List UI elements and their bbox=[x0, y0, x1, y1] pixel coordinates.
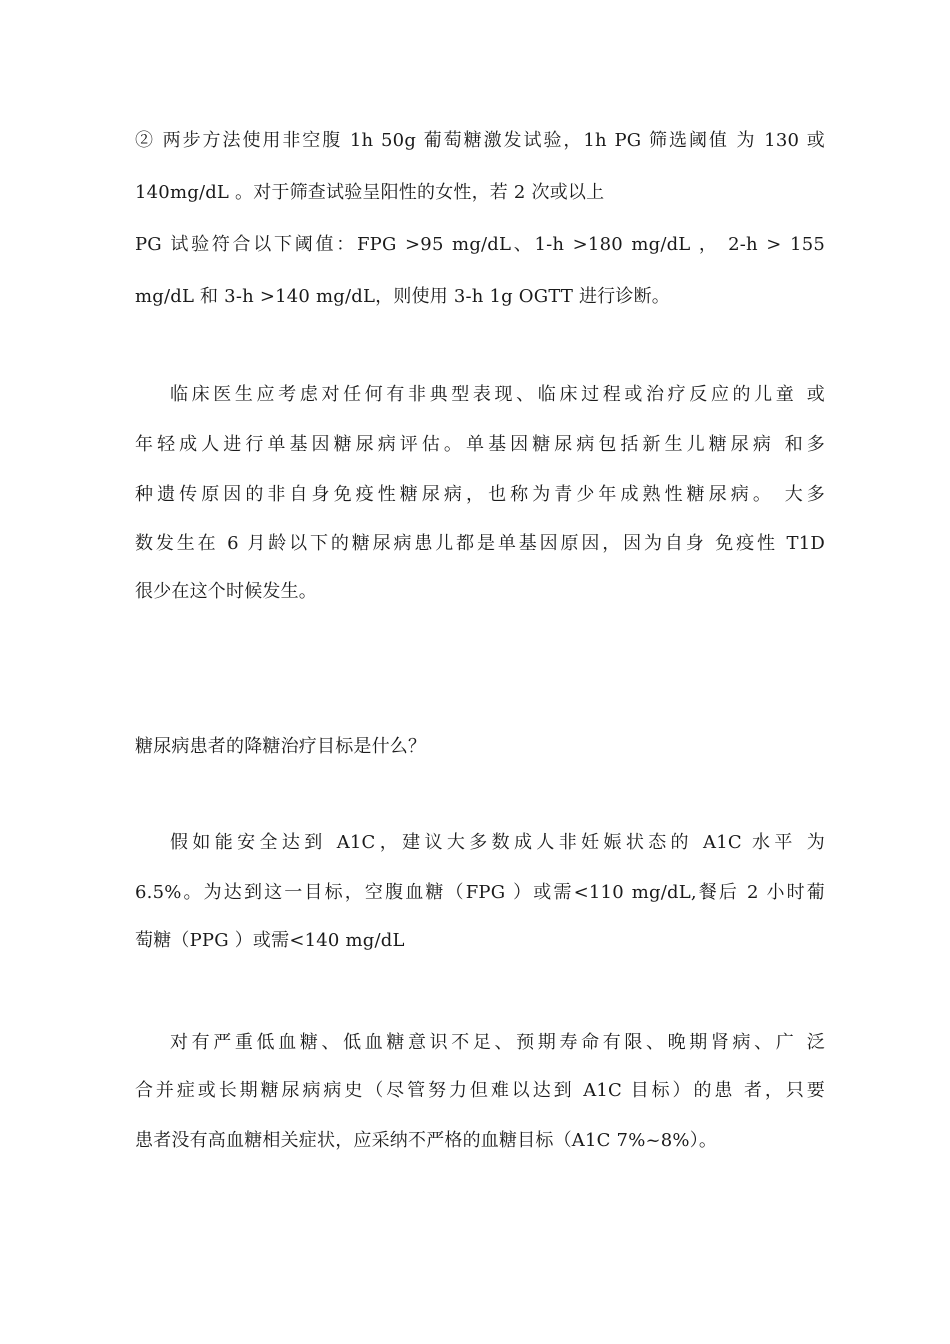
paragraph-line: 年轻成人进行单基因糖尿病评估。单基因糖尿病包括新生儿糖尿病 和多 bbox=[135, 434, 825, 455]
paragraph-line: 很少在这个时候发生。 bbox=[135, 581, 317, 602]
paragraph-line: mg/dL 和 3-h >140 mg/dL，则使用 3-h 1g OGTT 进行诊断。 bbox=[135, 286, 670, 307]
paragraph-line: PG 试验符合以下阈值：FPG >95 mg/dL、1-h >180 mg/dL ， 2-h > 155 bbox=[135, 234, 825, 255]
paragraph-line: 对有严重低血糖、低血糖意识不足、预期寿命有限、晚期肾病、广 泛 bbox=[170, 1032, 825, 1053]
paragraph-line: 合并症或长期糖尿病病史（尽管努力但难以达到 A1C 目标）的患 者，只要 bbox=[135, 1080, 825, 1101]
paragraph-line: 140mg/dL 。对于筛查试验呈阳性的女性，若 2 次或以上 bbox=[135, 182, 605, 203]
paragraph-line: 萄糖（PPG ）或需<140 mg/dL bbox=[135, 930, 405, 951]
paragraph-line: 种遗传原因的非自身免疫性糖尿病，也称为青少年成熟性糖尿病。 大多 bbox=[135, 484, 825, 505]
section-heading: 糖尿病患者的降糖治疗目标是什么？ bbox=[135, 736, 427, 757]
paragraph-line: 数发生在 6 月龄以下的糖尿病患儿都是单基因原因，因为自身 免疫性 T1D bbox=[135, 533, 825, 554]
paragraph-line: 临床医生应考虑对任何有非典型表现、临床过程或治疗反应的儿童 或 bbox=[170, 384, 825, 405]
paragraph-line: ② 两步方法使用非空腹 1h 50g 葡萄糖激发试验，1h PG 筛选阈值 为 130 或 bbox=[135, 130, 825, 151]
paragraph-line: 6.5%。为达到这一目标，空腹血糖（FPG ）或需<110 mg/dL,餐后 2 小时葡 bbox=[135, 882, 825, 903]
paragraph-line: 患者没有高血糖相关症状，应采纳不严格的血糖目标（A1C 7%~8%）。 bbox=[135, 1130, 718, 1151]
paragraph-line: 假如能安全达到 A1C，建议大多数成人非妊娠状态的 A1C 水平 为 bbox=[170, 832, 825, 853]
